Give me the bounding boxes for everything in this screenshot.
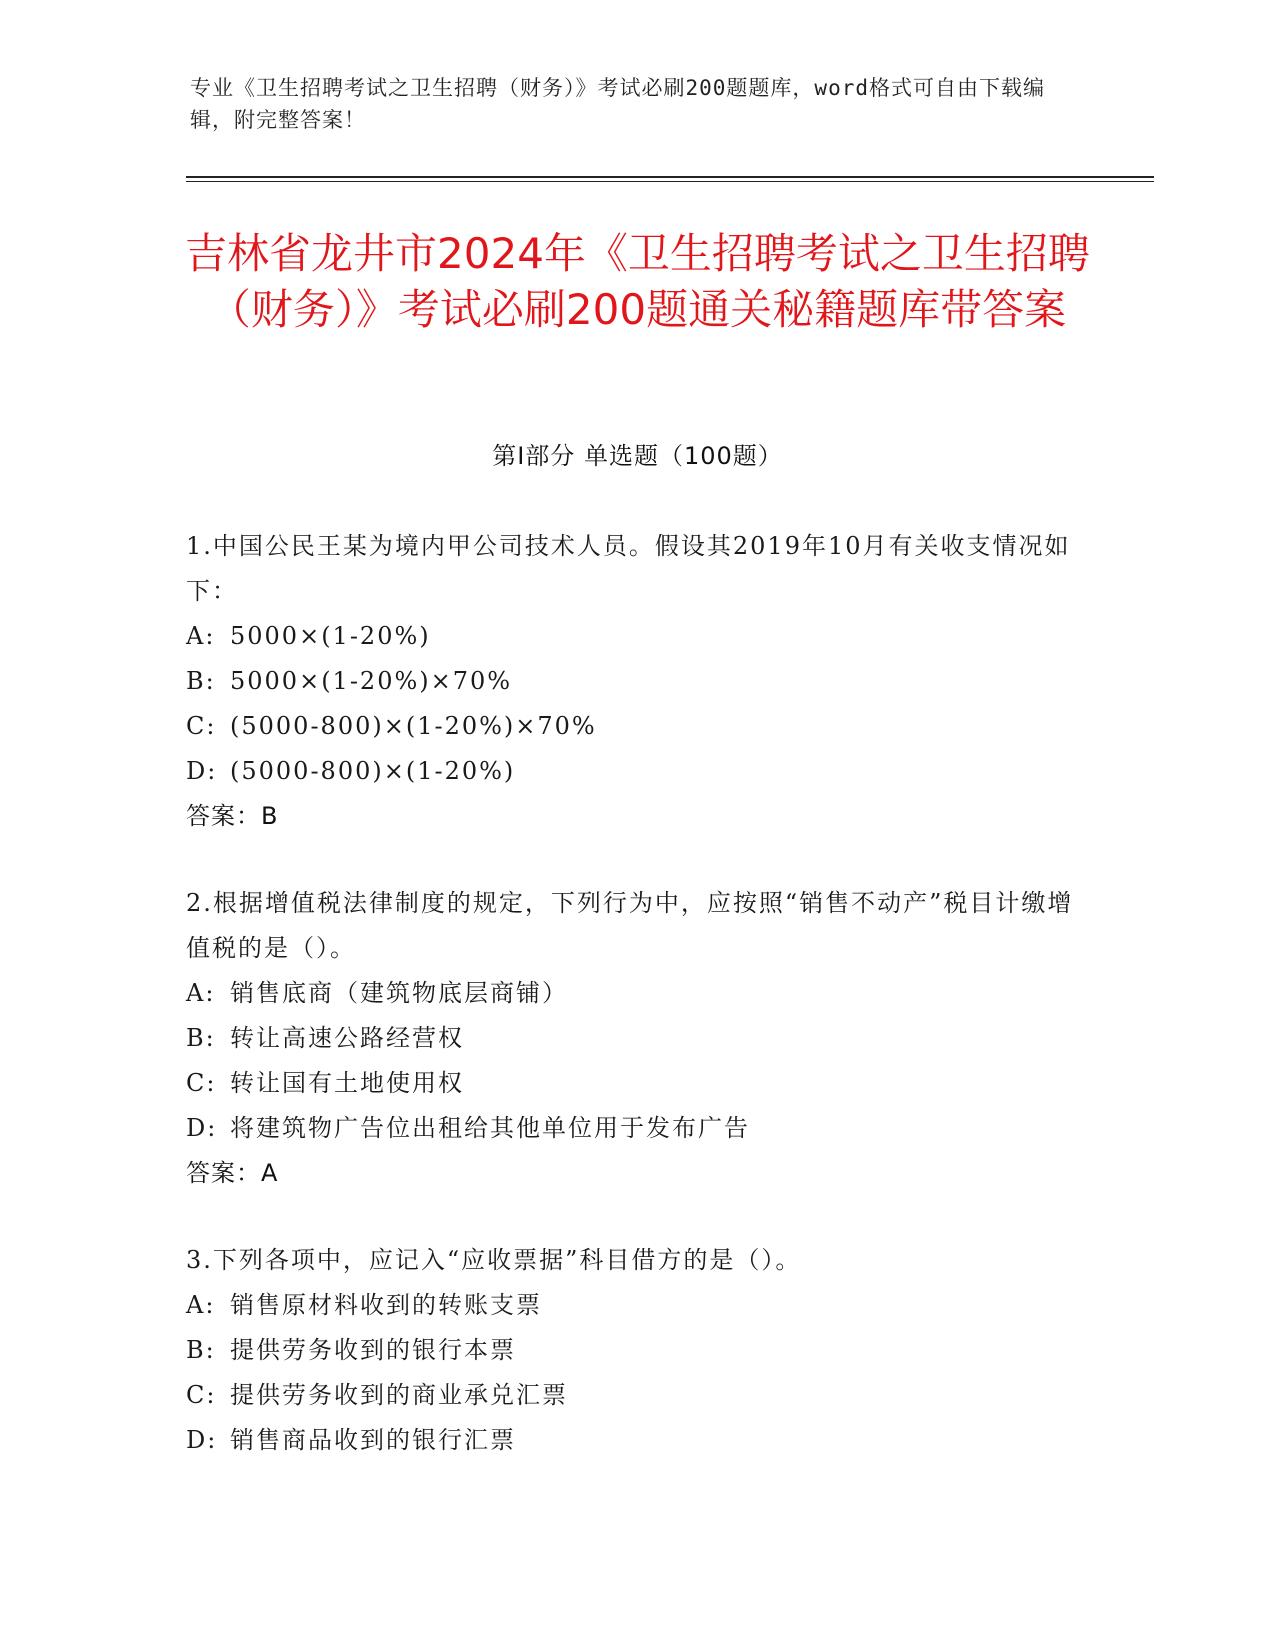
option-text: 转让国有土地使用权 (230, 1069, 464, 1097)
header-divider-thin (186, 181, 1154, 182)
question-answer: 答案：A (186, 1159, 279, 1187)
question-list (186, 524, 1086, 1505)
option-text: 提供劳务收到的商业承兑汇票 (230, 1381, 568, 1409)
option-text: 销售底商（建筑物底层商铺） (230, 979, 568, 1007)
question-stem: 3.下列各项中，应记入“应收票据”科目借方的是（）。 (186, 1246, 802, 1274)
question-option (186, 1283, 1086, 1328)
question-option (186, 659, 1086, 704)
option-key: B: (186, 667, 216, 695)
question-option (186, 1328, 1086, 1373)
question-option (186, 614, 1086, 659)
option-key: A: (186, 979, 216, 1007)
option-key: C: (186, 1381, 217, 1409)
question-option (186, 1106, 1086, 1151)
option-key: C: (186, 712, 217, 740)
option-text: (5000-800)×(1-20%) (230, 757, 516, 785)
question-option (186, 749, 1086, 794)
header-note: 专业《卫生招聘考试之卫生招聘（财务）》考试必刷200题题库，word格式可自由下载编辑，附完整答案！ (190, 76, 1045, 132)
question-option (186, 704, 1086, 749)
option-text: 提供劳务收到的银行本票 (230, 1336, 516, 1364)
option-text: 将建筑物广告位出租给其他单位用于发布广告 (230, 1114, 750, 1142)
question-option (186, 971, 1086, 1016)
header-divider-thick (186, 176, 1154, 178)
option-text: 销售原材料收到的转账支票 (230, 1291, 542, 1319)
option-text: 5000×(1-20%) (230, 622, 431, 650)
question-stem: 1.中国公民王某为境内甲公司技术人员。假设其2019年10月有关收支情况如下： (186, 532, 1071, 605)
option-key: D: (186, 1426, 218, 1454)
question-item (186, 1238, 1086, 1463)
section-heading: 第I部分 单选题（100题） (492, 442, 783, 470)
question-option (186, 1373, 1086, 1418)
option-key: D: (186, 757, 218, 785)
question-stem: 2.根据增值税法律制度的规定，下列行为中，应按照“销售不动产”税目计缴增值税的是（）。 (186, 889, 1074, 962)
question-item (186, 881, 1086, 1196)
option-key: A: (186, 1291, 216, 1319)
question-option (186, 1016, 1086, 1061)
option-text: 销售商品收到的银行汇票 (230, 1426, 516, 1454)
option-text: (5000-800)×(1-20%)×70% (230, 712, 597, 740)
question-option (186, 1418, 1086, 1463)
question-item (186, 524, 1086, 839)
option-key: B: (186, 1336, 216, 1364)
option-text: 5000×(1-20%)×70% (230, 667, 513, 695)
option-key: C: (186, 1069, 217, 1097)
option-key: D: (186, 1114, 218, 1142)
question-answer: 答案：B (186, 802, 279, 830)
option-text: 转让高速公路经营权 (230, 1024, 464, 1052)
document-title: 吉林省龙井市2024年《卫生招聘考试之卫生招聘（财务）》考试必刷200题通关秘籍题库带答案 (185, 229, 1090, 334)
option-key: B: (186, 1024, 216, 1052)
question-option (186, 1061, 1086, 1106)
option-key: A: (186, 622, 216, 650)
